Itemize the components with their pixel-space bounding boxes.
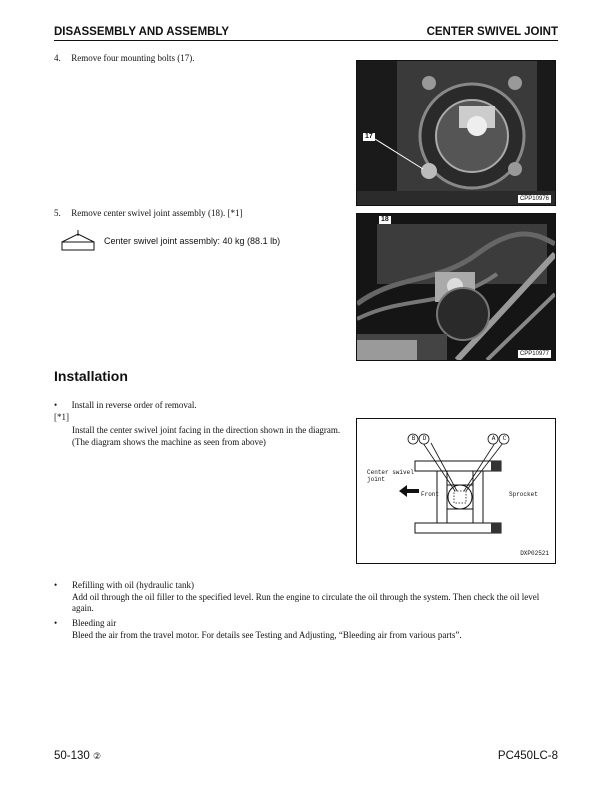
bullet-text: Add oil through the oil filler to the specified level. Run the engine to circulate the oil through the system. Then check the oil level again.	[72, 591, 540, 613]
label-center-swivel: Center swivel	[367, 469, 414, 476]
bullet-text: Install in reverse order of removal.	[71, 400, 197, 410]
port-label-d: D	[422, 435, 427, 442]
reference-line-2: (The diagram shows the machine as seen from above)	[72, 436, 266, 447]
header-rule	[54, 40, 558, 41]
bullet-mark: •	[54, 400, 58, 410]
callout-18: 18	[381, 216, 389, 223]
bullet-title: Refilling with oil (hydraulic tank)	[72, 580, 194, 590]
callout-17: 17	[365, 133, 373, 140]
step-text: Remove center swivel joint assembly (18). [*1]	[71, 208, 243, 218]
step-4	[54, 53, 195, 65]
installation-bullet-1	[54, 400, 197, 412]
label-sprocket: Sprocket	[509, 491, 538, 498]
header-chapter-title: CENTER SWIVEL JOINT	[426, 26, 558, 38]
photo-swivel-joint-assembly-image	[357, 214, 555, 360]
port-label-b: B	[411, 435, 416, 442]
page-number: 50-130	[54, 750, 90, 762]
revision-mark: ②	[93, 751, 102, 761]
reference-mark: [*1]	[54, 412, 69, 422]
photo-mounting-bolts	[356, 60, 556, 206]
bullet-title: Bleeding air	[72, 618, 117, 628]
reference-instructions	[72, 425, 348, 448]
photo-mounting-bolts-image	[357, 61, 555, 205]
port-label-c: C	[502, 435, 507, 442]
bullet-mark: •	[54, 580, 58, 590]
photo-swivel-joint-assembly	[356, 213, 556, 361]
bullet-text: Bleed the air from the travel motor. For details see Testing and Adjusting, “Bleeding air from various parts”.	[72, 629, 462, 640]
bullet-mark: •	[54, 618, 58, 628]
step-number: 5.	[54, 208, 61, 218]
step-number: 4.	[54, 53, 61, 63]
installation-heading: Installation	[54, 368, 128, 384]
photo-code: CPP10977	[519, 351, 549, 357]
header-section-title: DISASSEMBLY AND ASSEMBLY	[54, 26, 230, 38]
footer-model: PC450LC-8	[497, 750, 558, 762]
step-text: Remove four mounting bolts (17).	[71, 53, 195, 63]
diagram-code: DXP02521	[520, 550, 549, 557]
installation-bullet-air	[54, 618, 558, 641]
step-5	[54, 208, 242, 220]
label-joint: joint	[367, 476, 386, 483]
swivel-orientation-diagram	[356, 418, 556, 564]
label-front: Front	[421, 491, 440, 498]
port-label-a: A	[491, 435, 496, 442]
hoist-hook-icon	[58, 228, 98, 254]
weight-note-text: Center swivel joint assembly: 40 kg (88.1 lb)	[104, 236, 281, 246]
installation-bullet-oil	[54, 580, 558, 615]
photo-code: CPP10976	[519, 196, 549, 202]
reference-line-1: Install the center swivel joint facing in the direction shown in the diagram.	[72, 425, 341, 435]
footer-page-number	[54, 750, 101, 762]
